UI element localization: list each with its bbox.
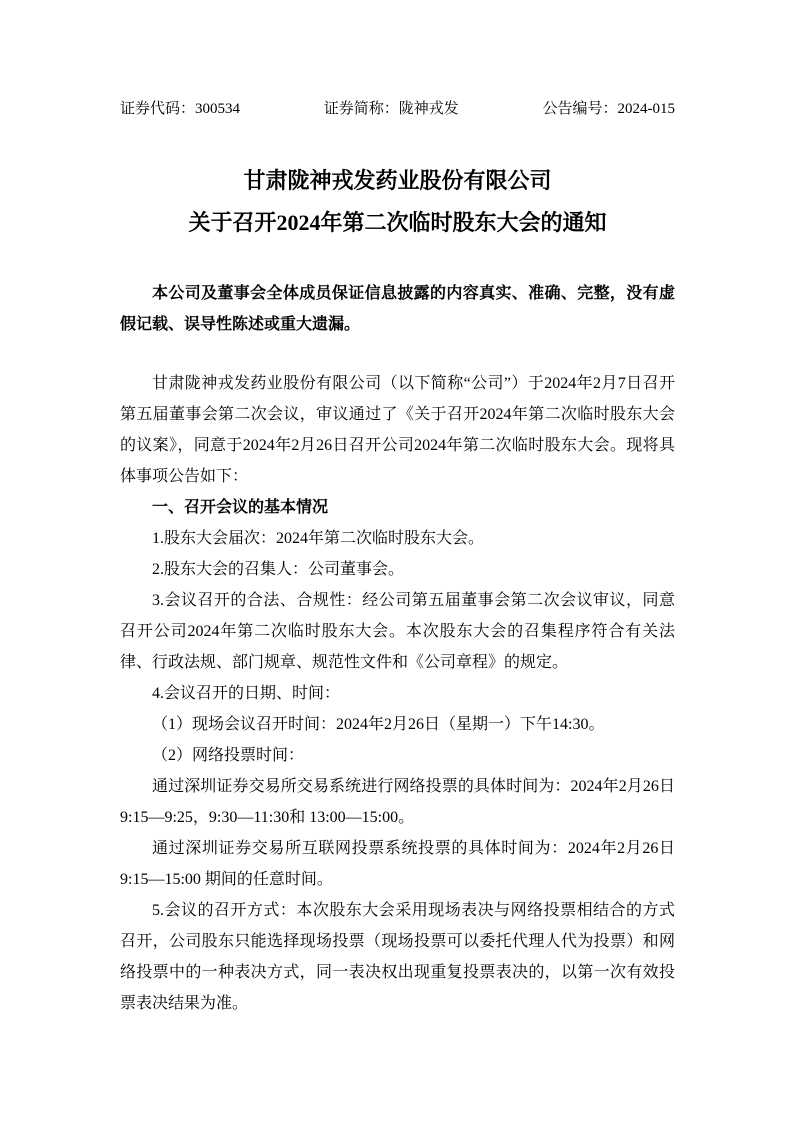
- document-header-row: [120, 98, 675, 120]
- body-paragraph-trading-system-time: 通过深圳证券交易所交易系统进行网络投票的具体时间为：2024年2月26日9:15—9:25，9:30—11:30和 13:00—15:00。: [120, 778, 675, 826]
- announcement-title: 关于召开2024年第二次临时股东大会的通知: [188, 210, 607, 235]
- body-paragraph-legality: 3.会议召开的合法、合规性：经公司第五届董事会第二次会议审议，同意召开公司2024年第二次临时股东大会。本次股东大会的召集程序符合有关法律、行政法规、部门规章、规范性文件和《公司章程》的规定。: [120, 592, 675, 671]
- stock-abbr-label: 证券简称：陇神戎发: [323, 101, 459, 117]
- company-name-title: 甘肃陇神戎发药业股份有限公司: [243, 168, 552, 193]
- section-1-heading: 一、召开会议的基本情况: [152, 499, 329, 516]
- body-paragraph-date-time: 4.会议召开的日期、时间：: [152, 685, 341, 702]
- disclaimer-paragraph: 本公司及董事会全体成员保证信息披露的内容真实、准确、完整，没有虚假记载、误导性陈述或重大遗漏。: [120, 285, 675, 333]
- stock-code-label: 证券代码：300534: [120, 101, 241, 117]
- body-paragraph-internet-system-time: 通过深圳证券交易所互联网投票系统投票的具体时间为：2024年2月26日9:15—15:00 期间的任意时间。: [120, 840, 675, 888]
- body-paragraph-onsite-time: （1）现场会议召开时间：2024年2月26日（星期一）下午14:30。: [152, 716, 605, 733]
- body-paragraph-convener: 2.股东大会的召集人：公司董事会。: [152, 561, 405, 578]
- intro-paragraph: 甘肃陇神戎发药业股份有限公司（以下简称“公司”）于2024年2月7日召开第五届董事会第二次会议，审议通过了《关于召开2024年第二次临时股东大会的议案》，同意于2024年2月26日召开公司2024年第二次临时股东大会。现将具体事项公告如下：: [120, 375, 675, 485]
- body-paragraph-meeting-session: 1.股东大会届次：2024年第二次临时股东大会。: [152, 530, 485, 547]
- announcement-number-label: 公告编号：2024-015: [542, 101, 675, 117]
- body-paragraph-online-vote-time: （2）网络投票时间：: [152, 747, 305, 764]
- body-paragraph-meeting-method: 5.会议的召开方式：本次股东大会采用现场表决与网络投票相结合的方式召开，公司股东只能选择现场投票（现场投票可以委托代理人代为投票）和网络投票中的一种表决方式，同一表决权出现重复投票表决的，以第一次有效投票表决结果为准。: [120, 902, 675, 1012]
